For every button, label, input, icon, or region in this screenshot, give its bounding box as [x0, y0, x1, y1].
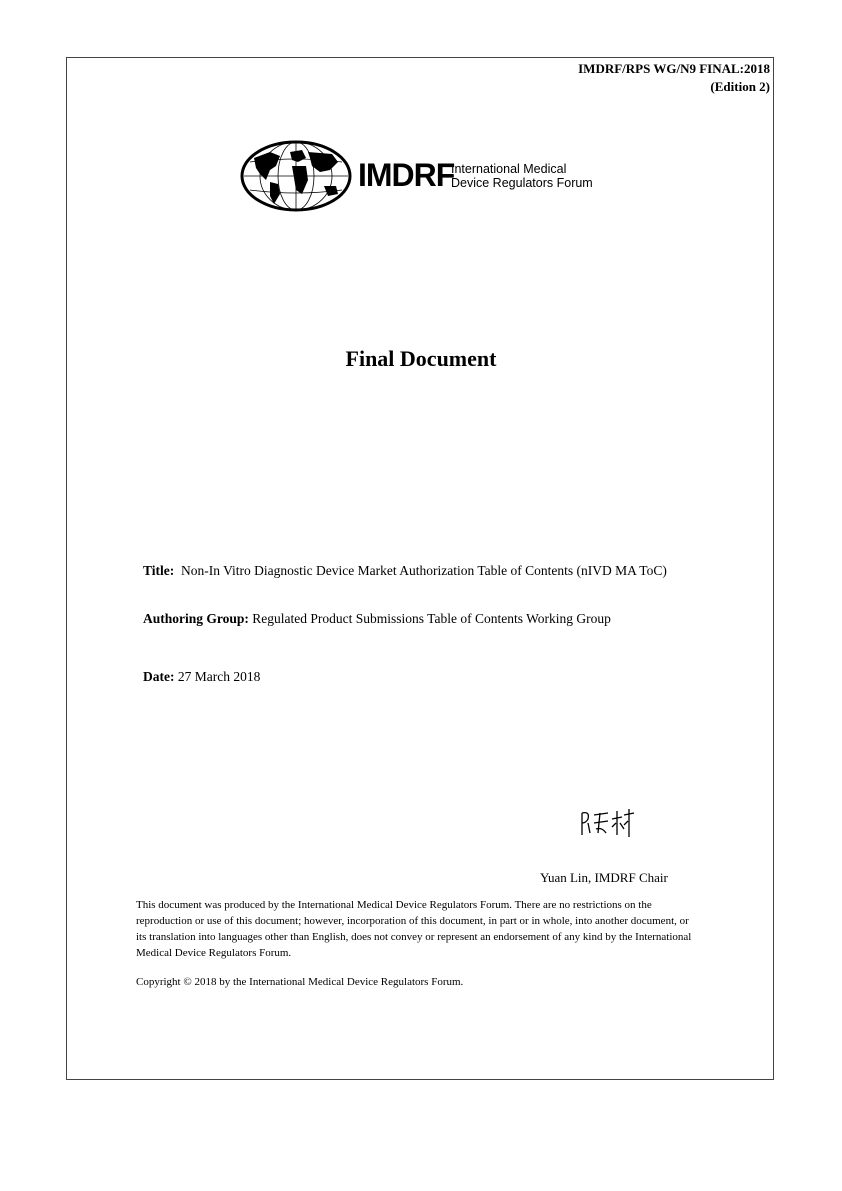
title-field: [143, 563, 667, 579]
globe-icon: [240, 140, 352, 212]
authoring-group-field: [143, 611, 611, 627]
imdrf-logo: [240, 138, 610, 214]
logo-subtitle-line2: Device Regulators Forum: [451, 176, 593, 190]
authoring-group-label: Authoring Group:: [143, 611, 249, 626]
document-id: IMDRF/RPS WG/N9 FINAL:2018: [578, 61, 770, 76]
copyright-notice: Copyright © 2018 by the International Medical Device Regulators Forum.: [136, 976, 464, 988]
logo-subtitle: [451, 162, 593, 190]
authoring-group-value: Regulated Product Submissions Table of Contents Working Group: [252, 611, 611, 626]
date-field: [143, 669, 260, 685]
logo-wordmark: IMDRF: [358, 157, 455, 193]
title-label: Title:: [143, 563, 175, 578]
date-label: Date:: [143, 669, 175, 684]
logo-subtitle-line1: International Medical: [451, 162, 567, 176]
date-value: 27 March 2018: [177, 669, 261, 684]
title-value: Non-In Vitro Diagnostic Device Market Authorization Table of Contents (nIVD MA ToC): [181, 563, 667, 578]
page-title: Final Document: [345, 346, 497, 371]
signature-image: [578, 805, 638, 841]
signer-name: Yuan Lin, IMDRF Chair: [540, 870, 668, 885]
document-header: [578, 60, 770, 96]
document-edition: (Edition 2): [710, 79, 770, 94]
disclaimer-text: This document was produced by the International Medical Device Regulators Forum. There are no restrictions on the reproduction or use of this document; however, incorporation of this document, in part or in whole, into another document, or its translation into languages other than English, does not convey or represent an endorsement of any kind by the International Medical Device Regulators Forum.: [136, 899, 692, 959]
